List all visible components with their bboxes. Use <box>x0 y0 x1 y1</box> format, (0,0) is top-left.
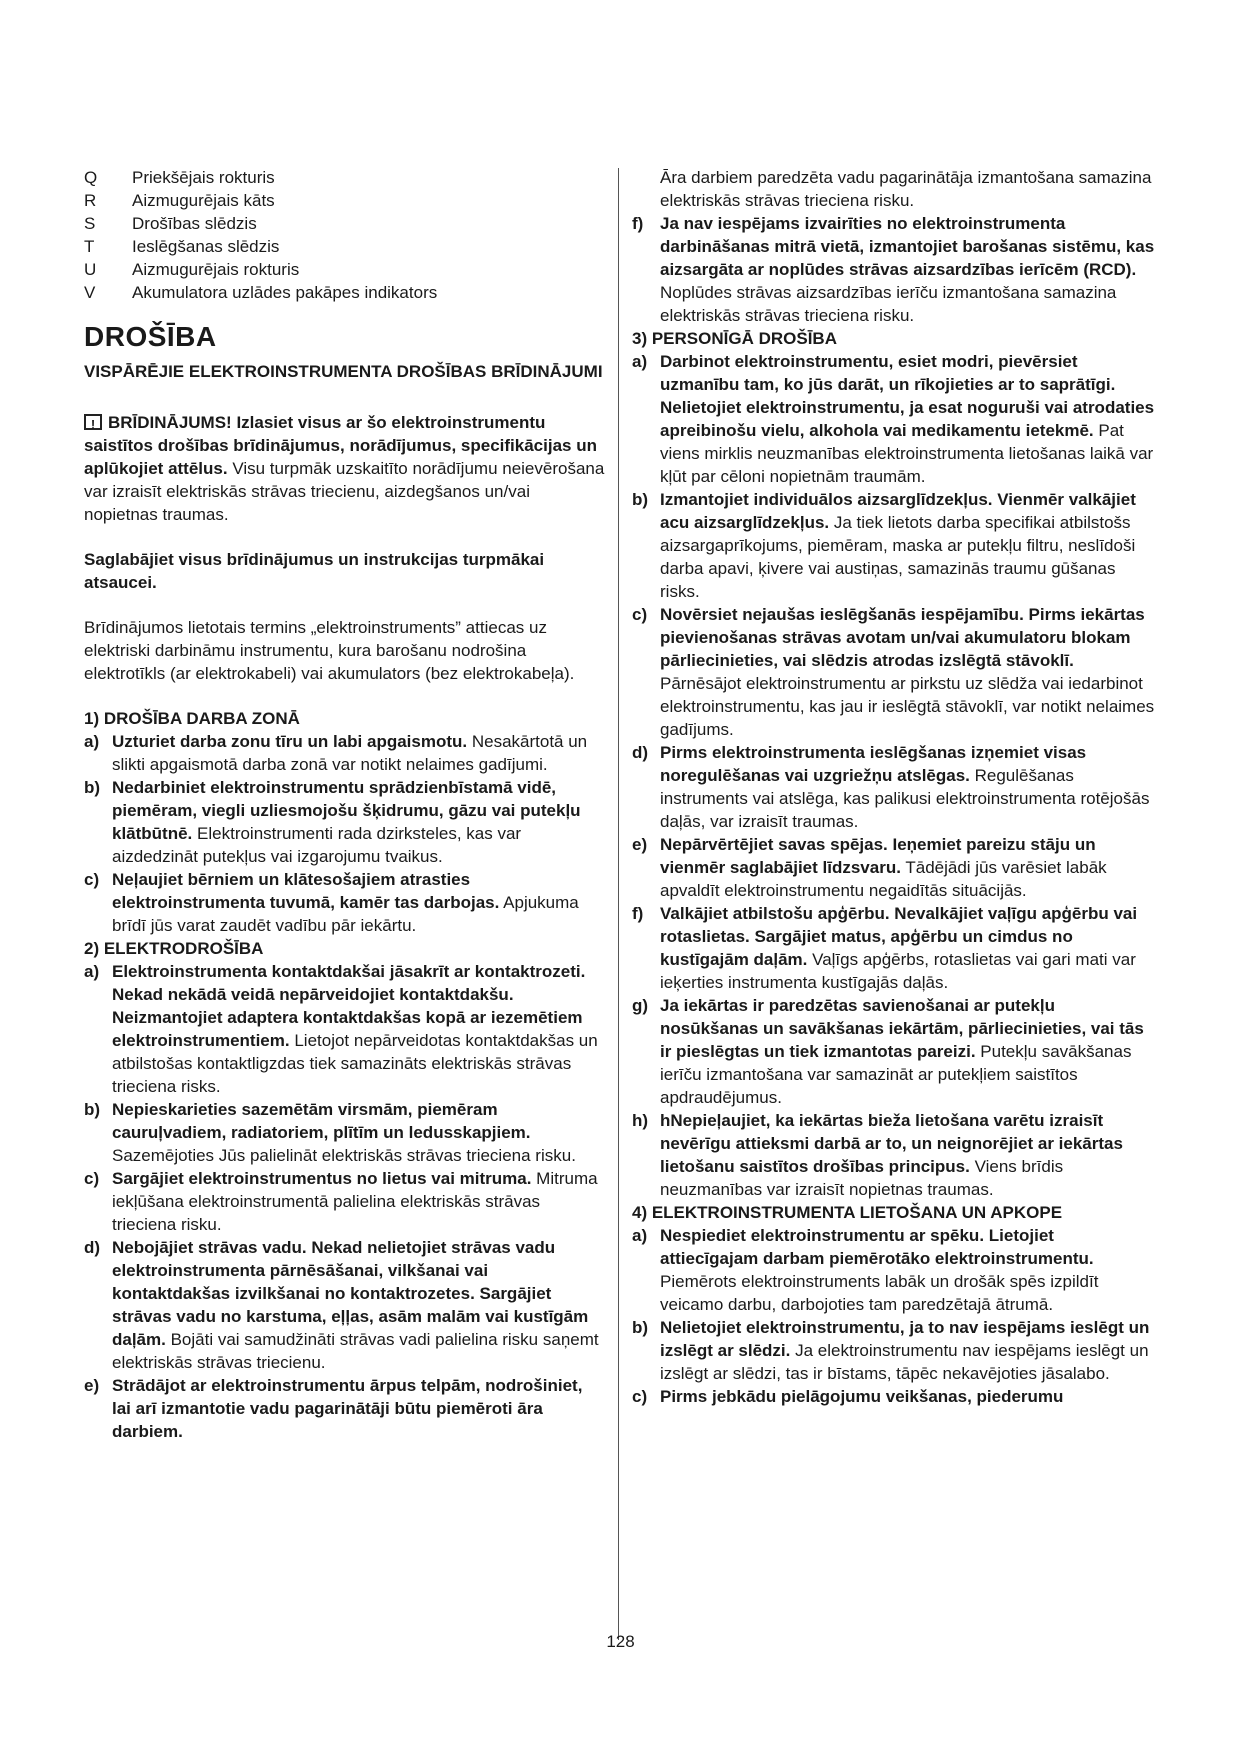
item-text: Bojāti vai samudžināti strāvas vadi palielina risku saņemt elektriskās strāvas triecienu. <box>112 1330 599 1372</box>
page-number: 128 <box>606 1632 635 1651</box>
legend-key: V <box>84 283 96 302</box>
item-text: Noplūdes strāvas aizsardzības ierīču izmantošana samazina elektriskās strāvas trieciena risku. <box>660 283 1117 325</box>
item-text: Mitruma iekļūšana elektroinstrumentā palielina elektriskās strāvas trieciena risku. <box>112 1169 598 1234</box>
section-heading: 3) PERSONĪGĀ DROŠĪBA <box>632 329 837 348</box>
legend-label: Drošības slēdzis <box>132 214 257 233</box>
item-text: Nesakārtotā un slikti apgaismotā darba zonā var notikt nelaimes gadījumi. <box>112 732 588 774</box>
keep-instructions <box>84 548 605 594</box>
section-heading: 1) DROŠĪBA DARBA ZONĀ <box>84 709 300 728</box>
item-bold: Nelietojiet elektroinstrumentu, ja to nav iespējams ieslēgt un izslēgt ar slēdzi. <box>660 1318 1150 1360</box>
item-label: a) <box>84 962 100 981</box>
item-text: Viens brīdis neuzmanības var izraisīt nopietnas traumas. <box>660 1157 1064 1199</box>
list-item <box>632 488 1155 603</box>
item-label: e) <box>632 835 648 854</box>
legend-label: Ieslēgšanas slēdzis <box>132 237 280 256</box>
legend-label: Akumulatora uzlādes pakāpes indikators <box>132 283 438 302</box>
legend-key: U <box>84 260 97 279</box>
list-item <box>632 1316 1155 1385</box>
item-bold: Izmantojiet individuālos aizsarglīdzekļus. Vienmēr valkājiet acu aizsarglīdzekļus. <box>660 490 1136 532</box>
item-label: d) <box>632 743 649 762</box>
item-text: Apjukuma brīdī jūs varat zaudēt vadību pār iekārtu. <box>112 893 579 935</box>
item-text: Piemērots elektroinstruments labāk un drošāk spēs izpildīt veicamo darbu, darbojoties tam paredzētajā ātrumā. <box>660 1272 1099 1314</box>
item-bold: Pirms jebkādu pielāgojumu veikšanas, piederumu <box>660 1387 1064 1406</box>
item-bold: Sargājiet elektroinstrumentus no lietus vai mitruma. <box>112 1169 532 1188</box>
item-label: d) <box>84 1238 101 1257</box>
item-bold: Elektroinstrumenta kontaktdakšai jāsakrīt ar kontaktrozeti. Nekad nekādā veidā nepārveidojiet kontaktdakšu. Neizmantojiet adaptera kontaktdakšas kopā ar iezemētiem elektroinstrumentiem. <box>112 962 586 1050</box>
item-text: Tādējādi jūs varēsiet labāk apvaldīt elektroinstrumentu negaidītās situācijās. <box>660 858 1107 900</box>
item-bold: Ja nav iespējams izvairīties no elektroinstrumenta darbināšanas mitrā vietā, izmantojiet barošanas sistēmu, kas aizsargāta ar noplūdes strāvas aizsardzības ierīcēm (RCD). <box>660 214 1155 279</box>
section-subtitle: VISPĀRĒJIE ELEKTROINSTRUMENTA DROŠĪBAS BRĪDINĀJUMI <box>84 362 603 381</box>
item-label: c) <box>84 1169 100 1188</box>
list-item <box>84 1374 605 1443</box>
item-text: Āra darbiem paredzēta vadu pagarinātāja izmantošana samazina elektriskās strāvas trieciena risku. <box>660 168 1152 210</box>
item-text: Vaļīgs apģērbs, rotaslietas vai gari mati var ieķerties instrumenta kustīgajās daļās. <box>660 950 1136 992</box>
list-item <box>632 1385 1155 1408</box>
list-item <box>632 1224 1155 1316</box>
warning-paragraph <box>84 411 605 526</box>
item-bold: Pirms elektroinstrumenta ieslēgšanas izņemiet visas noregulēšanas vai uzgriežņu atslēgas. <box>660 743 1087 785</box>
list-item <box>632 1109 1155 1201</box>
section-heading: 2) ELEKTRODROŠĪBA <box>84 939 264 958</box>
item-text: Pārnēsājot elektroinstrumentu ar pirkstu uz slēdža vai iedarbinot elektroinstrumentu, kas jau ir ieslēgtā stāvoklī, var notikt nelaimes gadījums. <box>660 674 1155 739</box>
item-label: c) <box>632 605 648 624</box>
list-item <box>84 1167 605 1236</box>
legend-key: T <box>84 237 95 256</box>
left-column <box>84 166 605 1443</box>
list-item <box>632 902 1155 994</box>
item-text: Ja elektroinstrumentu nav iespējams ieslēgt un izslēgt ar slēdzi, tas ir bīstams, tāpēc nekavējoties jāsalabo. <box>660 1341 1149 1383</box>
item-bold: Nedarbiniet elektroinstrumentu sprādzienbīstamā vidē, piemēram, viegli uzliesmojošu šķidrumu, gāzu vai putekļu klātbūtnē. <box>112 778 581 843</box>
item-text: Pat viens mirklis neuzmanības elektroinstrumenta lietošanas laikā var kļūt par cēloni nopietnām traumām. <box>660 421 1154 486</box>
keep-text: Saglabājiet visus brīdinājumus un instrukcijas turpmākai atsaucei. <box>84 550 545 592</box>
item-text: Elektroinstrumenti rada dzirksteles, kas var aizdedzināt putekļus vai izgarojumu tvaikus. <box>112 824 522 866</box>
warning-text: Visu turpmāk uzskaitīto norādījumu neievērošana var izraisīt elektriskās strāvas triecienu, aizdegšanos un/vai nopietnas traumas. <box>84 459 605 524</box>
list-item <box>632 603 1155 741</box>
right-column <box>632 166 1155 1408</box>
item-label: f) <box>632 904 644 923</box>
list-item <box>84 776 605 868</box>
list-item <box>632 994 1155 1109</box>
item-label: f) <box>632 214 644 233</box>
item-label: a) <box>84 732 100 751</box>
item-bold: Nepārvērtējiet savas spējas. Ieņemiet pareizu stāju un vienmēr saglabājiet līdzsvaru. <box>660 835 1096 877</box>
item-label: a) <box>632 1226 648 1245</box>
item-bold: Strādājot ar elektroinstrumentu ārpus telpām, nodrošiniet, lai arī izmantotie vadu pagarinātāji būtu piemēroti āra darbiem. <box>112 1376 583 1441</box>
list-item <box>632 350 1155 488</box>
list-item <box>84 868 605 937</box>
item-text: Putekļu savākšanas ierīču izmantošana var samazināt ar putekļiem saistītos apdraudējumus. <box>660 1042 1132 1107</box>
item-bold: Valkājiet atbilstošu apģērbu. Nevalkājiet vaļīgu apģērbu vai rotaslietas. Sargājiet matus, apģērbu un cimdus no kustīgajām daļām. <box>660 904 1138 969</box>
list-item <box>632 741 1155 833</box>
item-label: b) <box>84 778 101 797</box>
legend-row <box>84 212 605 235</box>
item-text: Lietojot nepārveidotas kontaktdakšas un atbilstošas kontaktligzdas tiek samazināts elektriskās strāvas trieciena risks. <box>112 1031 598 1096</box>
legend-row <box>84 281 605 304</box>
item-label: h) <box>632 1111 649 1130</box>
legend-key: R <box>84 191 97 210</box>
item-bold: Nepieskarieties sazemētām virsmām, piemēram cauruļvadiem, radiatoriem, plītīm un ledusskapjiem. <box>112 1100 531 1142</box>
list-item <box>632 212 1155 327</box>
item-label: b) <box>84 1100 101 1119</box>
item-label: e) <box>84 1376 100 1395</box>
item-text: Sazemējoties Jūs palielināt elektriskās strāvas trieciena risku. <box>112 1146 576 1165</box>
list-item <box>84 960 605 1098</box>
legend-row <box>84 235 605 258</box>
parts-legend <box>84 166 605 304</box>
term-paragraph: Brīdinājumos lietotais termins „elektroinstruments” attiecas uz elektriski darbināmu instrumentu, kura barošanu nodrošina elektrotīkls (ar elektrokabeli) vai akumulators (bez elektrokabeļa). <box>84 618 575 683</box>
warning-icon <box>84 414 102 430</box>
section-title: DROŠĪBA <box>84 321 217 352</box>
legend-key: S <box>84 214 96 233</box>
section-heading: 4) ELEKTROINSTRUMENTA LIETOŠANA UN APKOPE <box>632 1203 1063 1222</box>
legend-row <box>84 189 605 212</box>
item-bold: Uzturiet darba zonu tīru un labi apgaismotu. <box>112 732 468 751</box>
legend-key: Q <box>84 168 98 187</box>
item-label: b) <box>632 490 649 509</box>
item-label: c) <box>632 1387 648 1406</box>
item-bold: Nespiediet elektroinstrumentu ar spēku. Lietojiet attiecīgajam darbam piemērotāko elektroinstrumentu. <box>660 1226 1094 1268</box>
item-bold: Nebojājiet strāvas vadu. Nekad nelietojiet strāvas vadu elektroinstrumenta pārnēsāšanai, vilkšanai vai kontaktdakšas izvilkšanai no kontaktrozetes. Sargājiet strāvas vadu no karstuma, eļļas, asām malām vai kustīgām daļām. <box>112 1238 589 1349</box>
legend-label: Aizmugurējais kāts <box>132 191 275 210</box>
item-bold: Ja iekārtas ir paredzētas savienošanai ar putekļu nosūkšanas un savākšanas iekārtām, pārliecinieties, vai tās ir pieslēgtas un tiek izmantotas pareizi. <box>660 996 1144 1061</box>
legend-label: Aizmugurējais rokturis <box>132 260 300 279</box>
list-item <box>84 1098 605 1167</box>
legend-row <box>84 258 605 281</box>
item-label: a) <box>632 352 648 371</box>
list-item <box>84 1236 605 1374</box>
item-text: Regulēšanas instruments vai atslēga, kas palikusi elektroinstrumenta rotējošās daļās, var izraisīt traumas. <box>660 766 1150 831</box>
item-label: c) <box>84 870 100 889</box>
item-bold: Neļaujiet bērniem un klātesošajiem atrasties elektroinstrumenta tuvumā, kamēr tas darbojas. <box>112 870 500 912</box>
column-divider <box>618 168 619 1640</box>
item-label: b) <box>632 1318 649 1337</box>
legend-label: Priekšējais rokturis <box>132 168 275 187</box>
item-bold: Darbinot elektroinstrumentu, esiet modri, pievērsiet uzmanību tam, ko jūs darāt, un rīkojieties ar to saprātīgi. Nelietojiet elektroinstrumentu, ja esat noguruši vai atrodaties apreibinošu vielu, alkohola vai medikamentu ietekmē. <box>660 352 1155 440</box>
legend-row <box>84 166 605 189</box>
list-item-continued <box>632 166 1155 212</box>
item-bold: Novērsiet nejaušas ieslēgšanās iespējamību. Pirms iekārtas pievienošanas strāvas avotam un/vai akumulatoru blokam pārliecinieties, vai slēdzis atrodas izslēgtā stāvoklī. <box>660 605 1145 670</box>
list-item <box>84 730 605 776</box>
item-text: Ja tiek lietots darba specifikai atbilstošs aizsargaprīkojums, piemēram, maska ar putekļu filtru, neslīdoši darba apavi, ķivere vai austiņas, samazinās traumu gūšanas risks. <box>660 513 1136 601</box>
warning-bold: BRĪDINĀJUMS! Izlasiet visus ar šo elektroinstrumentu saistītos drošības brīdinājumus, norādījumus, specifikācijas un aplūkojiet attēlus. <box>84 413 597 478</box>
list-item <box>632 833 1155 902</box>
item-label: g) <box>632 996 649 1015</box>
item-bold: hNepieļaujiet, ka iekārtas bieža lietošana varētu izraisīt nevērīgu attieksmi darbā ar to, un neignorējiet ar iekārtas lietošanu saistītos drošības principus. <box>660 1111 1123 1176</box>
